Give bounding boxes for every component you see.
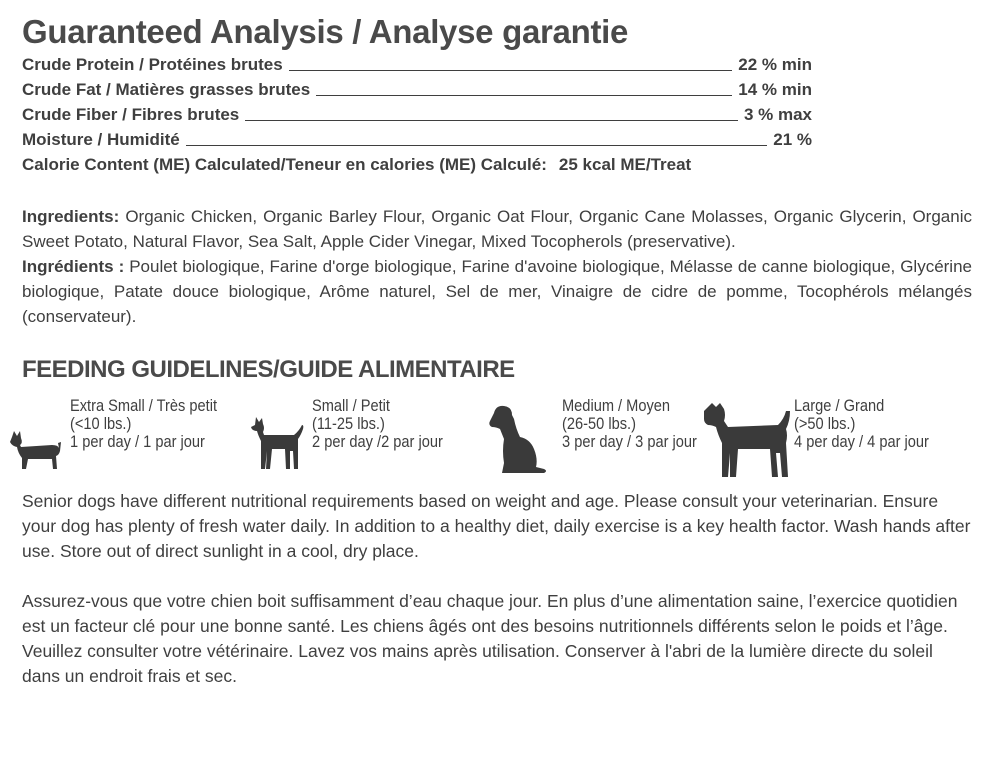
feeding-size-large	[702, 393, 982, 481]
analysis-row-protein	[22, 52, 812, 77]
leader-line	[316, 95, 732, 96]
ingredients-fr	[22, 254, 972, 329]
analysis-row-moisture	[22, 127, 812, 152]
weight-label: (<10 lbs.)	[70, 414, 132, 433]
analysis-value: 21 %	[773, 130, 812, 149]
size-label: Medium / Moyen	[562, 396, 671, 415]
amount-label: 1 per day / 1 par jour	[70, 432, 205, 451]
weight-label: (26-50 lbs.)	[562, 414, 636, 433]
small-dog-icon	[250, 413, 308, 471]
weight-label: (>50 lbs.)	[794, 414, 856, 433]
amount-label: 2 per day /2 par jour	[312, 432, 443, 451]
notes-english: Senior dogs have different nutritional requirements based on weight and age. Please consult your veterinarian. Ensure your dog has plenty of fresh water daily. In addition to a healthy diet, daily exercise is a key health factor. Wash hands after use. Store out of direct sunlight in a cool, dry place.	[22, 491, 971, 561]
analysis-label: Crude Protein / Protéines brutes	[22, 55, 283, 74]
feeding-guidelines-title: FEEDING GUIDELINES/GUIDE ALIMENTAIRE	[22, 356, 515, 383]
guaranteed-analysis-title: Guaranteed Analysis / Analyse garantie	[22, 13, 629, 50]
notes-french: Assurez-vous que votre chien boit suffisamment d’eau chaque jour. En plus d’une alimentation saine, l’exercice quotidien est un facteur clé pour une bonne santé. Les chiens âgés ont des besoins nutritionnels différents selon le poids et l’âge. Veuillez consulter votre vétérinaire. Lavez vos mains après utilisation. Conserver à l'abri de la lumière directe du soleil dans un endroit frais et sec.	[22, 591, 958, 686]
analysis-value: 22 % min	[738, 55, 812, 74]
analysis-row-calorie	[22, 152, 812, 177]
size-label: Small / Petit	[312, 396, 391, 415]
analysis-value: 3 % max	[743, 105, 812, 124]
analysis-value: 14 % min	[738, 80, 812, 99]
size-label: Large / Grand	[794, 396, 885, 415]
ingredients-section	[22, 204, 972, 329]
amount-label: 4 per day / 4 par jour	[794, 432, 929, 451]
large-dog-icon	[702, 399, 794, 479]
analysis-label: Crude Fiber / Fibres brutes	[22, 105, 240, 124]
ingredients-en-text: Organic Chicken, Organic Barley Flour, Organic Oat Flour, Organic Cane Molasses, Organic Glycerin, Organic Sweet Potato, Natural Flavor, Sea Salt, Apple Cider Vinegar, Mixed Tocopherols (preservative).	[22, 207, 972, 251]
label-page	[22, 12, 972, 689]
guaranteed-analysis-table	[22, 52, 812, 177]
feeding-size-small	[250, 393, 490, 481]
ingredients-fr-text: Poulet biologique, Farine d'orge biologique, Farine d'avoine biologique, Mélasse de canne biologique, Glycérine biologique, Patate douce biologique, Arôme naturel, Sel de mer, Vinaigre de cidre de pomme, Tocophérols mélangés (conservateur).	[22, 257, 972, 326]
analysis-row-fat	[22, 77, 812, 102]
leader-line	[245, 120, 738, 121]
size-label: Extra Small / Très petit	[70, 396, 218, 415]
calorie-label: Calorie Content (ME) Calculated/Teneur en calories (ME) Calculé:	[22, 155, 547, 174]
feeding-guidelines-row	[22, 393, 972, 481]
calorie-value: 25 kcal ME/Treat	[558, 155, 692, 174]
amount-label: 3 per day / 3 par jour	[562, 432, 697, 451]
feeding-size-extra-small	[8, 393, 248, 481]
ingredients-fr-label: Ingrédients :	[22, 257, 125, 276]
medium-dog-icon	[488, 403, 550, 475]
extra-small-dog-icon	[8, 429, 62, 471]
ingredients-en	[22, 204, 972, 254]
feeding-size-medium	[488, 393, 738, 481]
leader-line	[186, 145, 768, 146]
ingredients-en-label: Ingredients:	[22, 207, 120, 226]
leader-line	[289, 70, 733, 71]
analysis-row-fiber	[22, 102, 812, 127]
analysis-label: Crude Fat / Matières grasses brutes	[22, 80, 311, 99]
analysis-label: Moisture / Humidité	[22, 130, 180, 149]
weight-label: (11-25 lbs.)	[312, 414, 385, 433]
